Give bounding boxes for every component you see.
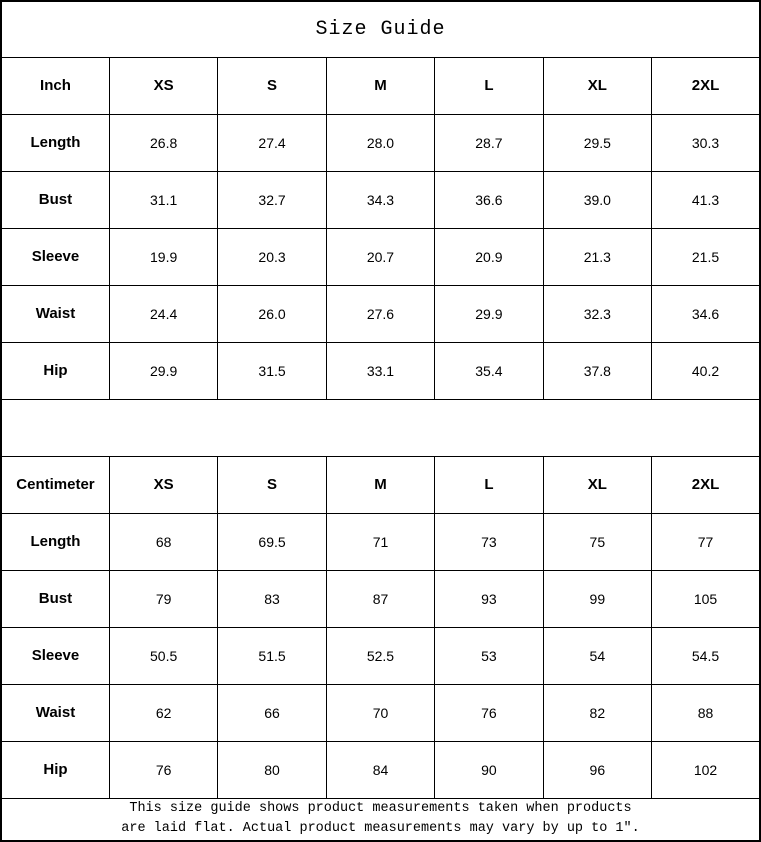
measurement-value: 21.5 [652, 228, 760, 285]
measurement-label: Length [1, 513, 109, 570]
measurement-value: 21.3 [543, 228, 651, 285]
measurement-value: 32.7 [218, 171, 326, 228]
measurement-value: 29.5 [543, 114, 651, 171]
table-row [1, 228, 760, 285]
measurement-value: 30.3 [652, 114, 760, 171]
page-title: Size Guide [1, 1, 760, 57]
measurement-value: 34.3 [326, 171, 434, 228]
measurement-value: 96 [543, 741, 651, 798]
unit-label-inch: Inch [1, 57, 109, 114]
measurement-value: 37.8 [543, 342, 651, 399]
size-column-header: S [218, 57, 326, 114]
table-row [1, 285, 760, 342]
inch-header-row [1, 57, 760, 114]
measurement-label: Sleeve [1, 228, 109, 285]
measurement-label: Waist [1, 684, 109, 741]
footer-note-line-1: This size guide shows product measurements taken when products [129, 801, 632, 817]
measurement-value: 75 [543, 513, 651, 570]
measurement-value: 76 [435, 684, 543, 741]
measurement-label: Hip [1, 342, 109, 399]
table-row [1, 114, 760, 171]
measurement-value: 29.9 [435, 285, 543, 342]
measurement-value: 20.3 [218, 228, 326, 285]
measurement-value: 82 [543, 684, 651, 741]
unit-label-centimeter: Centimeter [1, 456, 109, 513]
measurement-value: 39.0 [543, 171, 651, 228]
size-column-header: XS [109, 57, 217, 114]
footer-section [1, 798, 760, 841]
spacer-section [1, 399, 760, 456]
measurement-value: 51.5 [218, 627, 326, 684]
measurement-value: 54 [543, 627, 651, 684]
measurement-value: 19.9 [109, 228, 217, 285]
table-row [1, 684, 760, 741]
title-section [1, 1, 760, 57]
measurement-value: 28.0 [326, 114, 434, 171]
centimeter-header-row [1, 456, 760, 513]
spacer-cell [1, 399, 760, 456]
measurement-value: 71 [326, 513, 434, 570]
centimeter-table-section [1, 456, 760, 798]
size-column-header: 2XL [652, 456, 760, 513]
measurement-value: 36.6 [435, 171, 543, 228]
size-column-header: L [435, 57, 543, 114]
size-column-header: M [326, 456, 434, 513]
measurement-value: 26.0 [218, 285, 326, 342]
table-row [1, 570, 760, 627]
measurement-value: 73 [435, 513, 543, 570]
measurement-label: Length [1, 114, 109, 171]
measurement-value: 105 [652, 570, 760, 627]
measurement-value: 84 [326, 741, 434, 798]
measurement-value: 52.5 [326, 627, 434, 684]
measurement-value: 50.5 [109, 627, 217, 684]
measurement-value: 87 [326, 570, 434, 627]
size-column-header: XL [543, 456, 651, 513]
measurement-value: 83 [218, 570, 326, 627]
table-row [1, 741, 760, 798]
measurement-value: 77 [652, 513, 760, 570]
measurement-label: Hip [1, 741, 109, 798]
measurement-label: Bust [1, 171, 109, 228]
table-row [1, 342, 760, 399]
size-column-header: XL [543, 57, 651, 114]
measurement-value: 24.4 [109, 285, 217, 342]
table-row [1, 627, 760, 684]
size-column-header: XS [109, 456, 217, 513]
measurement-value: 80 [218, 741, 326, 798]
measurement-value: 70 [326, 684, 434, 741]
measurement-value: 33.1 [326, 342, 434, 399]
measurement-value: 93 [435, 570, 543, 627]
measurement-value: 27.4 [218, 114, 326, 171]
size-column-header: 2XL [652, 57, 760, 114]
measurement-label: Bust [1, 570, 109, 627]
measurement-value: 32.3 [543, 285, 651, 342]
table-row [1, 513, 760, 570]
measurement-value: 34.6 [652, 285, 760, 342]
measurement-value: 53 [435, 627, 543, 684]
measurement-value: 20.9 [435, 228, 543, 285]
measurement-value: 79 [109, 570, 217, 627]
inch-table-section [1, 57, 760, 399]
measurement-value: 31.1 [109, 171, 217, 228]
measurement-label: Waist [1, 285, 109, 342]
title-row [1, 1, 760, 57]
footer-row [1, 798, 760, 841]
size-column-header: L [435, 456, 543, 513]
measurement-value: 76 [109, 741, 217, 798]
measurement-value: 28.7 [435, 114, 543, 171]
measurement-value: 68 [109, 513, 217, 570]
measurement-value: 29.9 [109, 342, 217, 399]
footer-note-line-2: are laid flat. Actual product measurements may vary by up to 1″. [121, 821, 640, 837]
size-column-header: S [218, 456, 326, 513]
spacer-row [1, 399, 760, 456]
measurement-value: 31.5 [218, 342, 326, 399]
measurement-value: 69.5 [218, 513, 326, 570]
measurement-value: 66 [218, 684, 326, 741]
measurement-value: 40.2 [652, 342, 760, 399]
size-column-header: M [326, 57, 434, 114]
measurement-value: 90 [435, 741, 543, 798]
measurement-value: 20.7 [326, 228, 434, 285]
measurement-value: 88 [652, 684, 760, 741]
measurement-label: Sleeve [1, 627, 109, 684]
table-row [1, 171, 760, 228]
measurement-value: 35.4 [435, 342, 543, 399]
measurement-value: 27.6 [326, 285, 434, 342]
measurement-value: 26.8 [109, 114, 217, 171]
measurement-value: 62 [109, 684, 217, 741]
footer-note [1, 798, 760, 841]
measurement-value: 102 [652, 741, 760, 798]
measurement-value: 99 [543, 570, 651, 627]
measurement-value: 41.3 [652, 171, 760, 228]
measurement-value: 54.5 [652, 627, 760, 684]
